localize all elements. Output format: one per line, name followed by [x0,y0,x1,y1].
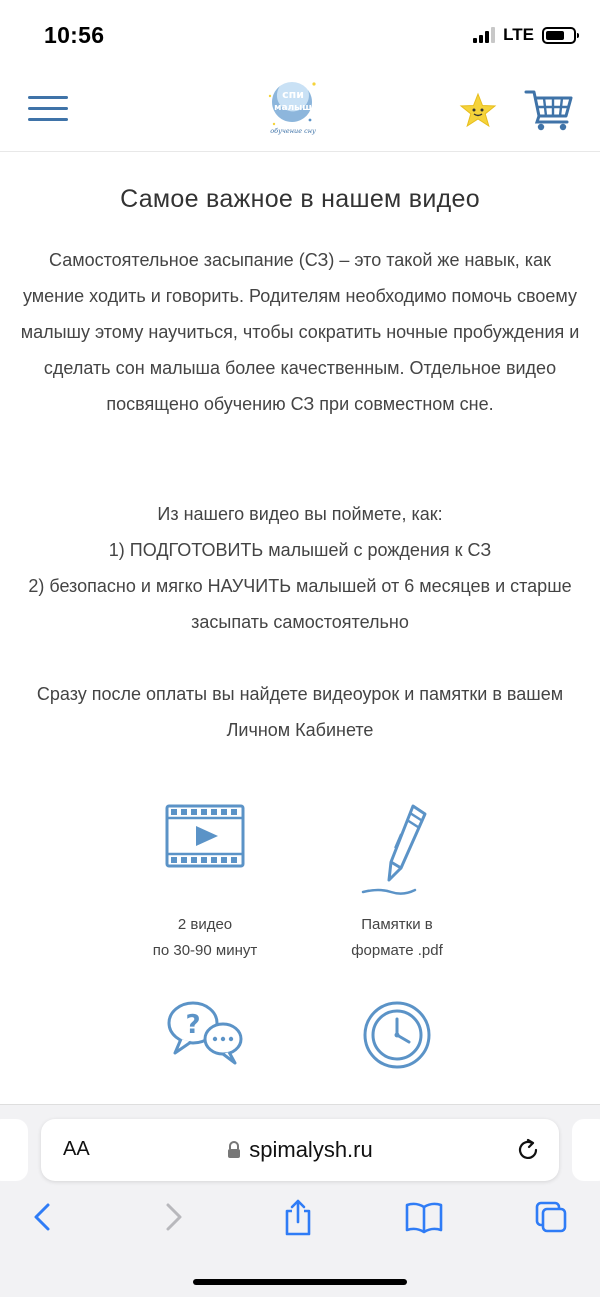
feature-consultation [130,997,280,1067]
reload-icon[interactable] [515,1137,541,1163]
url-text[interactable]: spimalysh.ru [249,1137,373,1162]
intro-paragraph: Самостоятельное засыпание (СЗ) – это такой же навык, как умение ходить и говорить. Родителям необходимо помочь своему малышу этому научиться, чтобы сократить ночные пробуждения и сделать сон малыша более качественным. Отдельное видео посвящено обучению СЗ при совместном сне. [20,250,580,414]
learn-list-intro: Из нашего видео вы поймете, как: [157,504,443,524]
logo-text-top: спи [282,88,304,101]
clock-icon [355,997,439,1073]
video-film-icon [163,800,247,874]
bookmarks-icon[interactable] [404,1197,444,1237]
feature-video [130,800,280,964]
back-icon[interactable] [28,1197,58,1237]
status-indicators [473,25,576,45]
pen-icon [355,800,439,900]
battery-icon [542,27,576,44]
logo-text-bottom: обучение сну [270,127,316,135]
site-logo[interactable] [262,76,322,148]
reader-settings-button[interactable]: AA [63,1138,90,1160]
address-bar[interactable] [41,1119,559,1181]
learn-list-item-2: 2) безопасно и мягко НАУЧИТЬ малышей от 6 месяцев и старше засыпать самостоятельно [28,576,572,632]
browser-bottom-bar [0,1104,600,1297]
star-icon[interactable] [459,92,497,130]
learn-list [20,496,580,640]
url-display[interactable] [41,1119,559,1181]
previous-tab-peek[interactable] [0,1119,28,1181]
section-heading: Самое важное в нашем видео [120,185,480,213]
home-indicator [193,1279,407,1285]
chat-question-icon [163,997,247,1067]
signal-icon [473,27,495,43]
svg-text:?: ? [185,1010,201,1040]
learn-list-item-1: 1) ПОДГОТОВИТЬ малышей с рождения к СЗ [108,540,492,560]
browser-toolbar [0,1197,600,1241]
feature-video-line1: 2 видео [177,916,233,933]
feature-pdf-line1: Памятки в [361,916,433,933]
feature-pdf [322,800,472,964]
feature-video-line2: по 30-90 минут [152,942,258,959]
forward-icon[interactable] [158,1197,188,1237]
lock-icon [227,1141,241,1159]
tabs-icon[interactable] [533,1197,569,1237]
feature-pdf-line2: формате .pdf [351,942,443,959]
next-tab-peek[interactable] [572,1119,600,1181]
status-bar [0,0,600,70]
logo-text-mid: малыш [274,103,312,113]
status-time: 10:56 [44,22,105,48]
cart-icon[interactable] [524,88,574,132]
site-header [0,70,600,152]
feature-access-time [322,997,472,1073]
share-icon[interactable] [282,1197,314,1237]
hamburger-menu-icon[interactable] [28,96,68,126]
after-payment-note: Сразу после оплаты вы найдете видеоурок и памятки в вашем Личном Кабинете [36,684,564,740]
network-label: LTE [503,25,534,44]
